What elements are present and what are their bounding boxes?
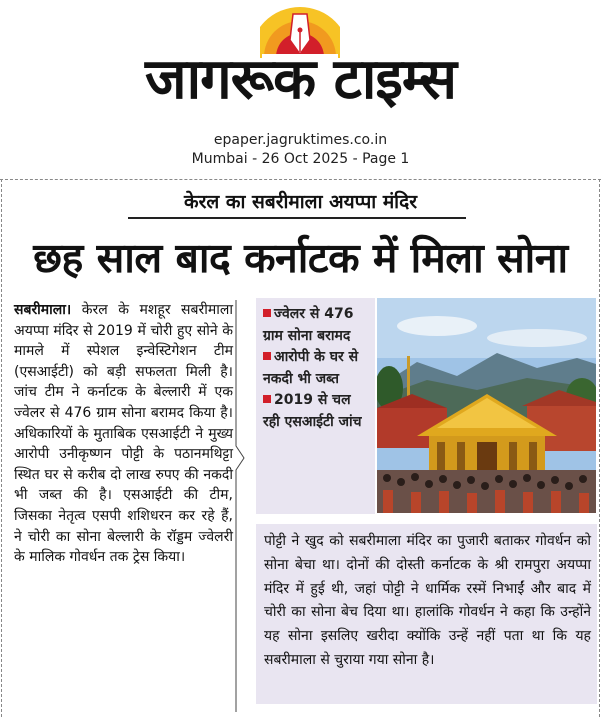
- temple-photo: [377, 298, 596, 513]
- red-square-bullet-icon: [263, 352, 271, 360]
- highlights-box: [256, 298, 375, 514]
- headline: छह साल बाद कर्नाटक में मिला सोना: [33, 234, 568, 282]
- kicker-heading: केरल का सबरीमाला अयप्पा मंदिर: [184, 191, 417, 213]
- continued-paragraph-box: [256, 524, 597, 704]
- brand-name: जागरूक टाइम्स: [145, 47, 456, 112]
- red-square-bullet-icon: [263, 309, 271, 317]
- red-square-bullet-icon: [263, 395, 271, 403]
- highlight-item: 2019 से चल रही एसआईटी जांच: [263, 392, 362, 430]
- kicker-underline: [128, 217, 466, 219]
- highlight-item: आरोपी के घर से नकदी भी जब्त: [263, 349, 359, 387]
- article-body-text: केरल के मशहूर सबरीमाला अयप्पा मंदिर से 2019 में चोरी हुए सोने के मामले में स्पेशल इन्वेस्टिगेशन टीम (एसआईटी) को बड़ी सफलता मिली है। जांच टीम ने कर्नाटक के बेल्लारी में एक ज्वेलर से 476 ग्राम सोना बरामद किया है। अधिकारियों के मुताबिक एसआईटी ने मुख्य आरोपी उनीकृष्णन पोट्टी के पठानमथिट्टा स्थित घर से करीब दो लाख रुपए की नकदी भी जब्त की है। एसआईटी की टीम, जिसका नेतृत्व एसपी शशिधरन कर रहे हैं, ने चोरी का सोना बेल्लारी के रॉड्डम ज्वेलरी के मालिक गोवर्धन तक ट्रेस किया।: [14, 302, 233, 566]
- edition-date-page: Mumbai - 26 Oct 2025 - Page 1: [191, 151, 410, 167]
- highlight-item: ज्वेलर से 476 ग्राम सोना बरामद: [263, 306, 354, 344]
- article-body-column: [14, 300, 233, 712]
- dateline: सबरीमाला।: [14, 302, 72, 318]
- frame-border-top: [0, 179, 601, 180]
- site-url: epaper.jagruktimes.co.in: [213, 132, 388, 148]
- masthead: [0, 0, 601, 130]
- continued-paragraph-text: पोट्टी ने खुद को सबरीमाला मंदिर का पुजारी बताकर गोवर्धन को सोना बेचा था। दोनों की दोस्ती कर्नाटक के श्री रामपुरा अयप्पा मंदिर में हुई थी, जहां पोट्टी ने धार्मिक रस्में निभाईं और बाद में चोरी का सोना बेच दिया था। हालांकि गोवर्धन ने कहा कि उन्होंने यह सोना इसलिए खरीदा क्योंकि उन्हें नहीं पता था कि यह सबरीमाला से चुराया गया सोना है।: [264, 533, 591, 668]
